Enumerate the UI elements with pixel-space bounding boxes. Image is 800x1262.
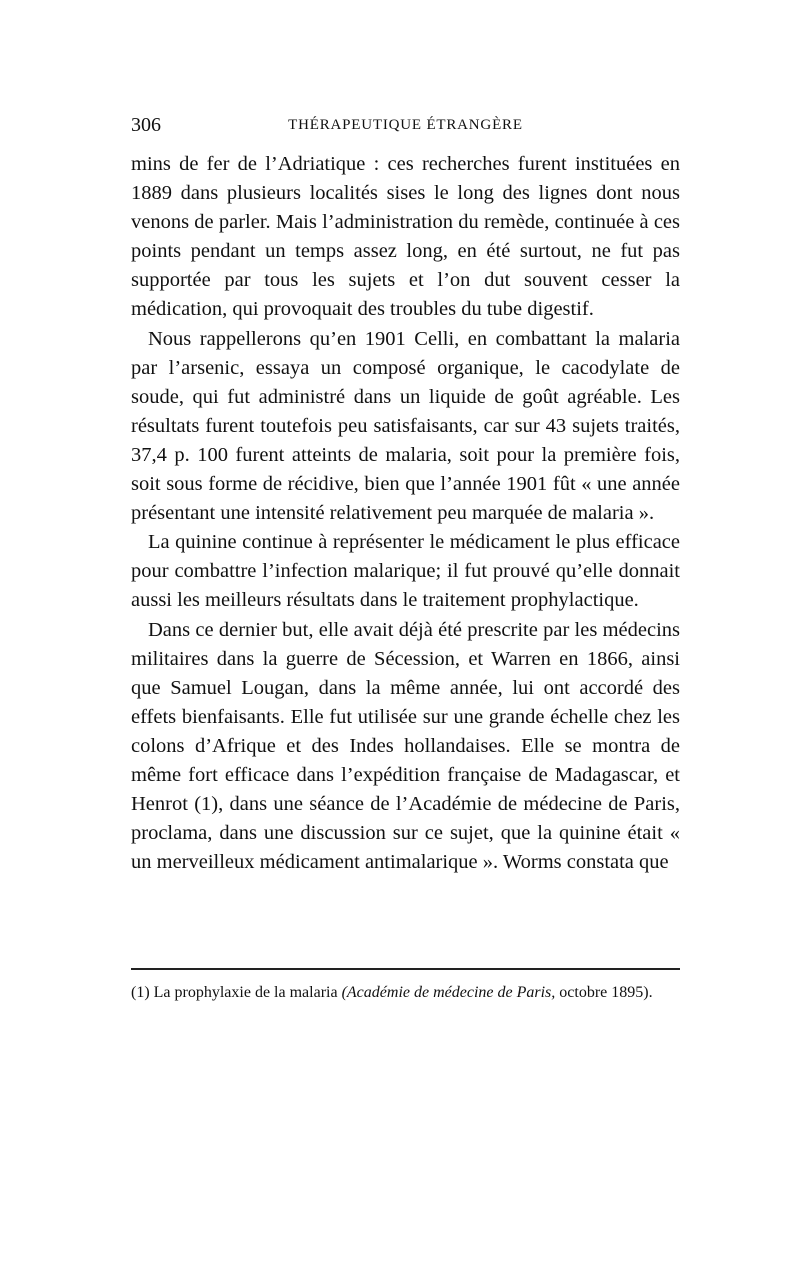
footnote-number: (1) (131, 984, 150, 1001)
footnote-date: octobre 1895). (559, 984, 653, 1001)
paragraph-2: Nous rappellerons qu’en 1901 Celli, en combattant la malaria par l’arsenic, essaya un composé organique, le cacodylate de soude, qui fut administré dans un liquide de goût agréable. Les résultats furent toutefois peu satisfaisants, car sur 43 sujets traités, 37,4 p. 100 furent atteints de malaria, soit pour la première fois, soit sous forme de récidive, bien que l’année 1901 fût « une année présentant une intensité relativement peu marquée de malaria ». (131, 327, 680, 525)
running-title: THÉRAPEUTIQUE ÉTRANGÈRE (288, 117, 523, 133)
paragraph-3: La quinine continue à représenter le médicament le plus efficace pour combattre l’infection malarique; il fut prouvé qu’elle donnait aussi les meilleurs résultats dans le traitement prophylactique. (131, 531, 680, 612)
footnote (131, 983, 680, 1002)
paragraph-4: Dans ce dernier but, elle avait déjà été prescrite par les médecins militaires dans la guerre de Sécession, et Warren en 1866, ainsi que Samuel Lougan, dans la même année, lui ont accordé des effets bienfaisants. Elle fut utilisée sur une grande échelle chez les colons d’Afrique et des Indes hollandaises. Elle se montra de même fort efficace dans l’expédition française de Madagascar, et Henrot (1), dans une séance de l’Académie de médecine de Paris, proclama, dans une discussion sur ce sujet, que la quinine était « un merveilleux médicament antimalarique ». Worms constata que (131, 618, 680, 874)
body-text (131, 150, 680, 877)
footnote-text: La prophylaxie de la malaria (153, 984, 338, 1001)
footnote-divider (131, 968, 680, 970)
page-number: 306 (131, 114, 161, 136)
footnote-source: (Académie de médecine de Paris, (341, 984, 556, 1001)
paragraph-1: mins de fer de l’Adriatique : ces recherches furent instituées en 1889 dans plusieurs localités sises le long des lignes dont nous venons de parler. Mais l’administration du remède, continuée à ces points pendant un temps assez long, en été surtout, ne fut pas supportée par tous les sujets et l’on dut souvent cesser la médication, qui provoquait des troubles du tube digestif. (131, 153, 680, 321)
page-header (131, 114, 680, 138)
